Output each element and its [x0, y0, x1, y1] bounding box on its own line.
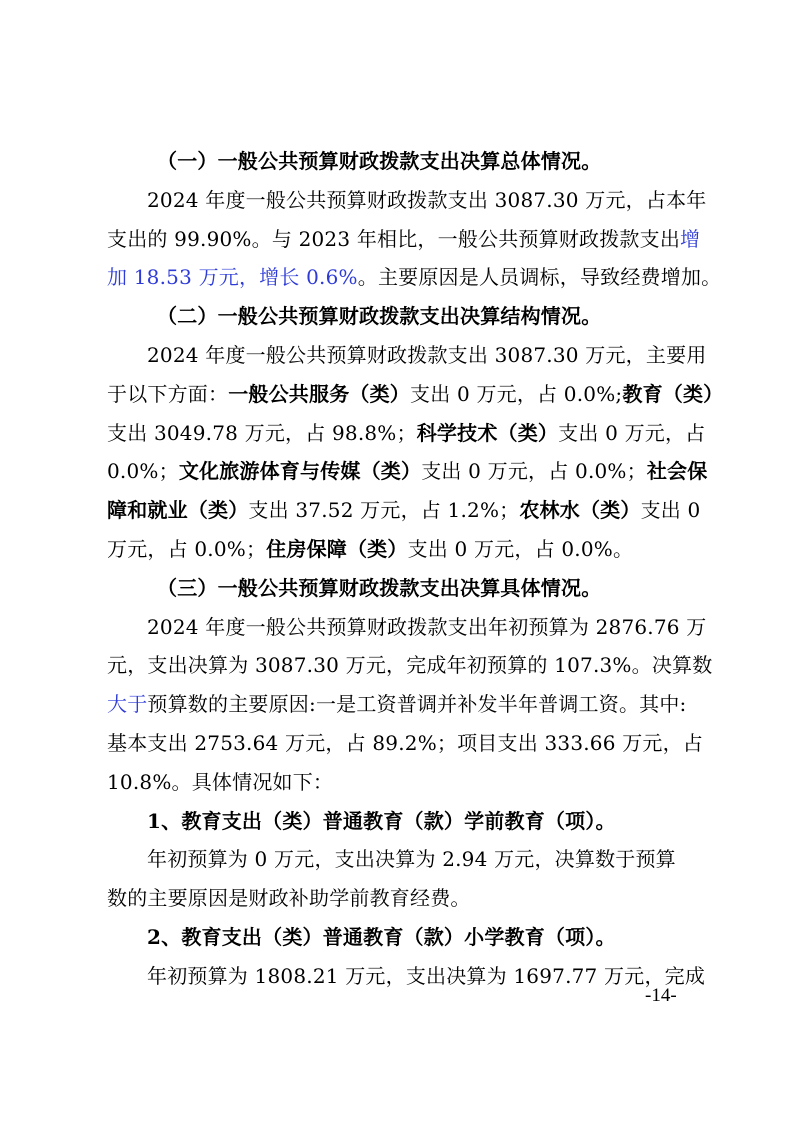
- document-page: [107, 142, 724, 996]
- category-housing: 住房保障（类）: [266, 536, 408, 561]
- p2-text: 0.0%；: [107, 459, 179, 484]
- p4-line-1: 年初预算为 0 万元，支出决算为 2.94 万元，决算数于预算: [147, 847, 676, 872]
- p2-text: 支出 0 万元，占 0.0%。: [407, 536, 634, 561]
- p3-line-2: 元，支出决算为 3087.30 万元，完成年初预算的 107.3%。决算数: [107, 653, 713, 678]
- category-agriculture: 农林水（类）: [519, 498, 641, 523]
- p1-text: 支出的 99.90%。与 2023 年相比，一般公共预算财政拨款支出: [107, 226, 681, 251]
- p3-line-3: [107, 685, 691, 724]
- category-social-security: 社会保: [646, 459, 708, 484]
- category-culture-tourism: 文化旅游体育与传媒（类）: [178, 459, 422, 484]
- p2-text: 于以下方面：: [107, 381, 229, 406]
- p2-line-3: [107, 414, 706, 453]
- p2-text: 支出 0 万元，占 0.0%；: [421, 459, 647, 484]
- p3-line-5: 10.8%。具体情况如下：: [107, 769, 334, 794]
- heading-overall: （一）一般公共预算财政拨款支出决算总体情况。: [157, 149, 602, 173]
- p3-line-1: 2024 年度一般公共预算财政拨款支出年初预算为 2876.76 万: [147, 614, 707, 639]
- category-education: 教育（类）: [622, 381, 724, 406]
- p4-line-2: 数的主要原因是财政补助学前教育经费。: [107, 886, 471, 911]
- p2-text: 支出 0 万元，占 0.0%;: [410, 381, 623, 406]
- p3-highlight: 大于: [107, 692, 148, 717]
- heading-detail: （三）一般公共预算财政拨款支出决算具体情况。: [157, 575, 602, 600]
- p2-line-4: [107, 452, 708, 491]
- p2-line-1: 2024 年度一般公共预算财政拨款支出 3087.30 万元，主要用: [147, 342, 707, 367]
- p2-line-5: [107, 491, 701, 530]
- p2-text: 支出 37.52 万元，占 1.2%；: [248, 498, 520, 523]
- subheading-primary: 2、教育支出（类）普通教育（款）小学教育（项）。: [147, 924, 616, 949]
- page-number: -14-: [645, 985, 677, 1006]
- p2-text: 支出 0: [640, 498, 701, 523]
- category-social-security: 障和就业（类）: [107, 498, 249, 523]
- p1-line-3: [107, 258, 722, 297]
- p3-text: 预算数的主要原因:一是工资普调并补发半年普调工资。其中:: [147, 692, 687, 717]
- p1-highlight: 增: [680, 226, 701, 251]
- subheading-preschool: 1、教育支出（类）普通教育（款）学前教育（项）。: [147, 808, 616, 833]
- heading-structure: （二）一般公共预算财政拨款支出决算结构情况。: [157, 304, 602, 329]
- p5-line-1: 年初预算为 1808.21 万元，支出决算为 1697.77 万元，完成: [147, 963, 706, 988]
- p3-line-4: 基本支出 2753.64 万元，占 89.2%；项目支出 333.66 万元，占: [107, 730, 704, 755]
- p2-line-6: [107, 530, 691, 569]
- p1-text: 。主要原因是人员调标，导致经费增加。: [357, 265, 722, 290]
- p2-text: 支出 3049.78 万元，占 98.8%；: [107, 420, 417, 445]
- p2-line-2: [107, 375, 724, 414]
- p1-highlight: 加 18.53 万元，增长 0.6%: [107, 265, 358, 290]
- p2-text: 万元，占 0.0%；: [107, 536, 267, 561]
- category-science-technology: 科学技术（类）: [416, 420, 559, 445]
- p1-line-1: 2024 年度一般公共预算财政拨款支出 3087.30 万元，占本年: [147, 187, 707, 212]
- p2-text: 支出 0 万元，占: [558, 420, 706, 445]
- category-general-public-services: 一般公共服务（类）: [228, 381, 411, 406]
- p1-line-2: [107, 220, 701, 259]
